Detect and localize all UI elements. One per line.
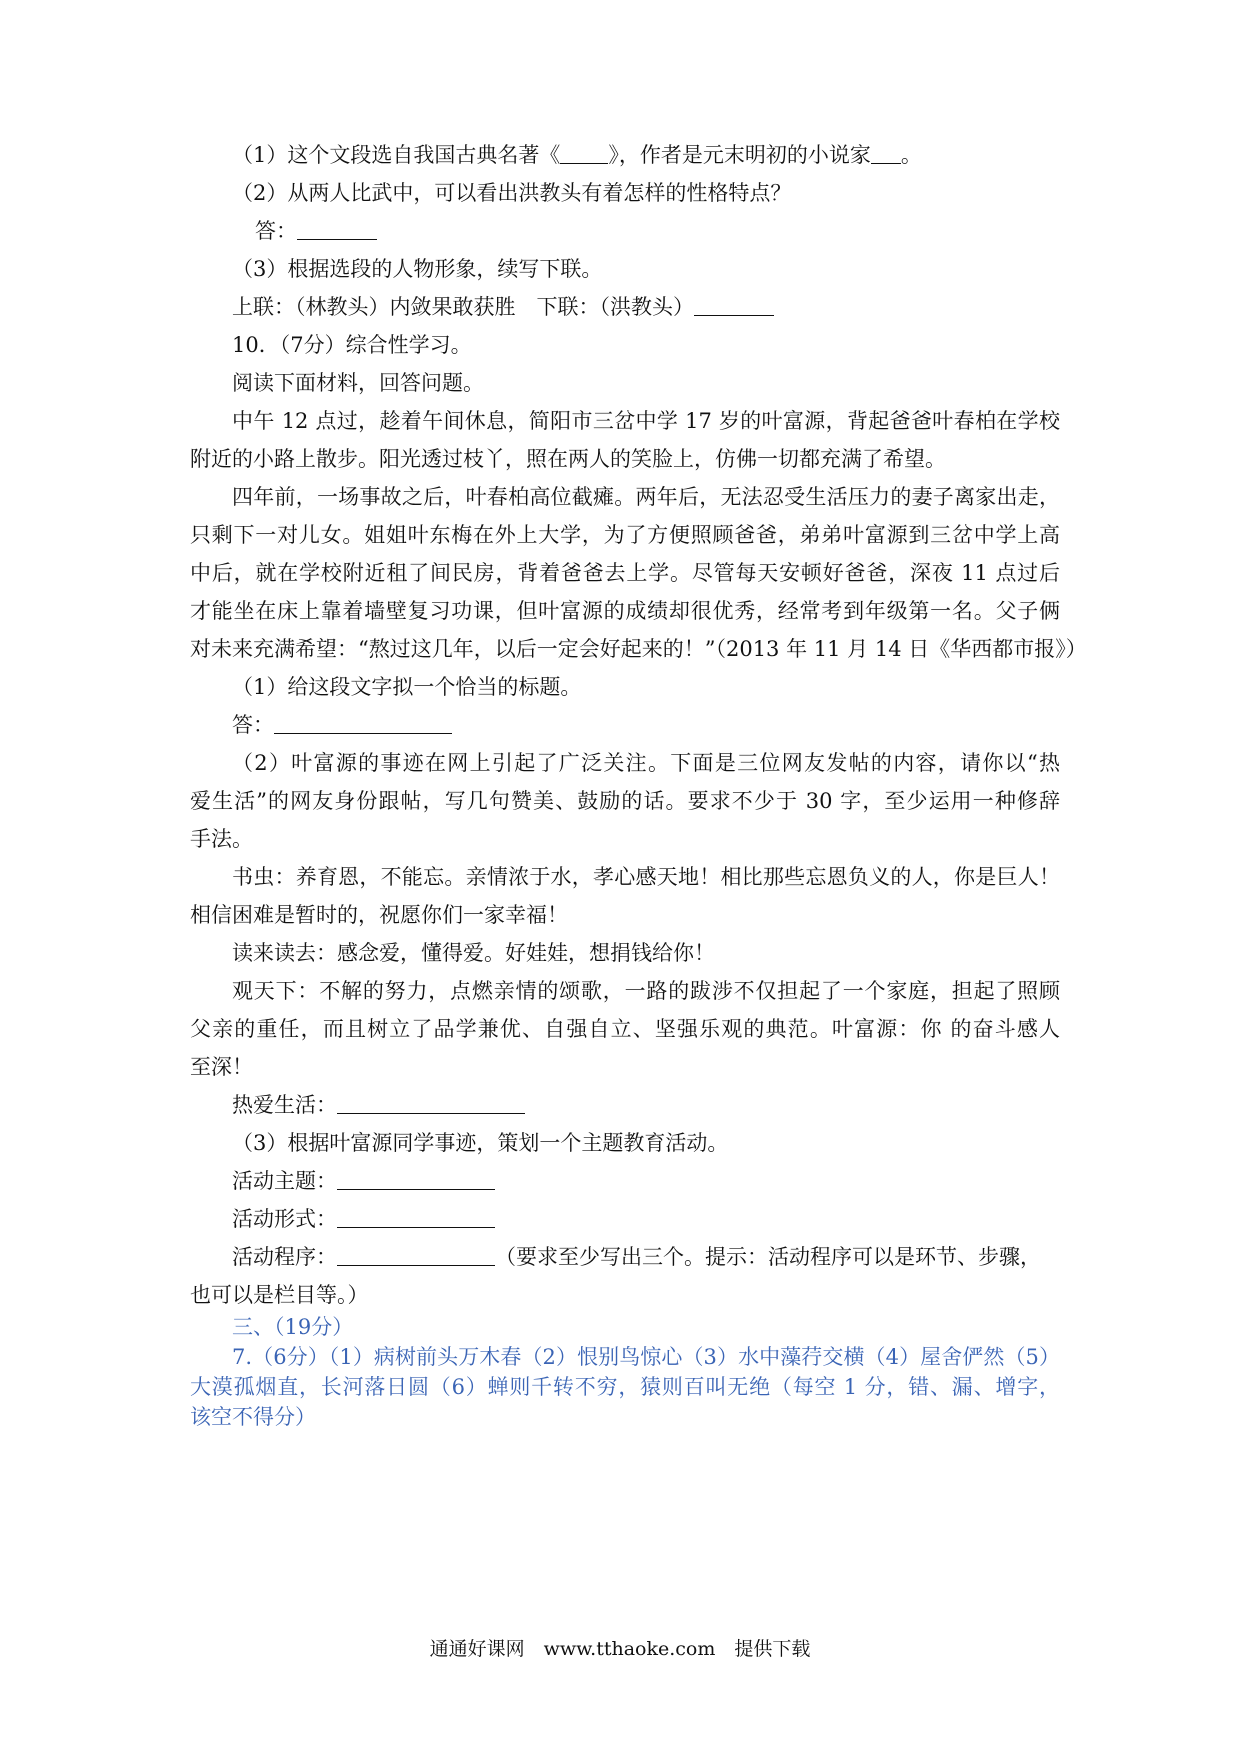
activity-procedure-note-line2: 也可以是栏目等。） <box>190 1283 369 1307</box>
q9-sub1-text-a: （1）这个文段选自我国古典名著《 <box>232 143 561 167</box>
reply-label: 热爱生活： <box>232 1093 337 1117</box>
activity-form-label: 活动形式： <box>232 1207 337 1231</box>
para2-line4: 才能坐在床上靠着墙壁复习功课，但叶富源的成绩却很优秀，经常考到年级第一名。父子俩 <box>190 599 1060 623</box>
post-observer-line2: 父亲的重任，而且树立了品学兼优、自强自立、坚强乐观的典范。叶富源：你 的奋斗感人 <box>190 1017 1060 1041</box>
para2-line3: 中后，就在学校附近租了间民房，背着爸爸去上学。尽管每天安顿好爸爸，深夜 11 点过后 <box>190 561 1060 585</box>
activity-procedure-note: （要求至少写出三个。提示：活动程序可以是环节、步骤， <box>495 1245 1041 1269</box>
answer-label: 答： <box>232 713 274 737</box>
answer-q7-line3: 该空不得分） <box>190 1405 316 1429</box>
activity-procedure-label: 活动程序： <box>232 1245 337 1269</box>
activity-form-line <box>232 1204 1102 1234</box>
couplet-blank[interactable] <box>694 293 774 316</box>
q9-couplet <box>232 292 1102 322</box>
post-bookworm-line2: 相信困难是暂时的，祝愿你们一家幸福！ <box>190 903 568 927</box>
q9-sub1-text-c: 。 <box>900 143 922 167</box>
answer-label: 答： <box>255 219 297 243</box>
para2-line1: 四年前，一场事故之后，叶春柏高位截瘫。两年后，无法忍受生活压力的妻子离家出走， <box>232 485 1060 509</box>
activity-form-blank[interactable] <box>337 1205 495 1228</box>
book-title-blank[interactable] <box>560 141 608 164</box>
q9-sub1-text-b: 》，作者是元末明初的小说家 <box>608 143 871 167</box>
couplet-text: 上联：（林教头）内敛果敢获胜 下联：（洪教头） <box>232 295 694 319</box>
activity-theme-line <box>232 1166 1102 1196</box>
activity-theme-blank[interactable] <box>337 1167 495 1190</box>
q9-sub3: （3）根据选段的人物形象，续写下联。 <box>232 257 603 281</box>
post-bookworm-line1: 书虫：养育恩，不能忘。亲情浓于水，孝心感天地！相比那些忘恩负义的人，你是巨人！ <box>232 865 1060 889</box>
post-reader: 读来读去：感念爱，懂得爱。好娃娃，想捐钱给你！ <box>232 941 715 965</box>
q9-sub1 <box>232 140 1102 170</box>
activity-procedure-line <box>232 1242 1102 1272</box>
para1-line2: 附近的小路上散步。阳光透过枝丫，照在两人的笑脸上，仿佛一切都充满了希望。 <box>190 447 946 471</box>
q10-instruction: 阅读下面材料，回答问题。 <box>232 371 484 395</box>
title-answer-blank[interactable] <box>274 711 452 734</box>
q10-sub2-line3: 手法。 <box>190 827 253 851</box>
para2-line2: 只剩下一对儿女。姐姐叶东梅在外上大学，为了方便照顾爸爸，弟弟叶富源到三岔中学上高 <box>190 523 1060 547</box>
reply-blank[interactable] <box>337 1091 525 1114</box>
post-observer-line3: 至深！ <box>190 1055 253 1079</box>
reply-line <box>232 1090 1102 1120</box>
q10-sub3: （3）根据叶富源同学事迹，策划一个主题教育活动。 <box>232 1131 729 1155</box>
q10-sub2-line2: 爱生活”的网友身份跟帖，写几句赞美、鼓励的话。要求不少于 30 字，至少运用一种修辞 <box>190 789 1060 813</box>
answer-section-heading: 三、（19分） <box>232 1315 354 1339</box>
page-footer: 通通好课网 www.tthaoke.com 提供下载 <box>429 1638 811 1660</box>
post-observer-line1: 观天下：不解的努力，点燃亲情的颂歌，一路的跋涉不仅担起了一个家庭，担起了照顾 <box>232 979 1060 1003</box>
activity-procedure-blank[interactable] <box>337 1243 495 1266</box>
activity-theme-label: 活动主题： <box>232 1169 337 1193</box>
para2-line5: 对未来充满希望：“熬过这几年，以后一定会好起来的！”（2013 年 11 月 14 日《华西都市报》） <box>190 637 1087 661</box>
para1-line1: 中午 12 点过，趁着午间休息，简阳市三岔中学 17 岁的叶富源，背起爸爸叶春柏在学校 <box>232 409 1060 433</box>
q9-answer-blank[interactable] <box>297 217 377 240</box>
q10-sub1-answer <box>232 710 1102 740</box>
answer-q7-line2: 大漠孤烟直，长河落日圆（6）蝉则千转不穷，猿则百叫无绝（每空 1 分，错、漏、增字， <box>190 1375 1060 1399</box>
q9-answer-line <box>255 216 1125 246</box>
author-blank[interactable] <box>871 141 901 164</box>
q10-sub2-line1: （2）叶富源的事迹在网上引起了广泛关注。下面是三位网友发帖的内容，请你以“热 <box>232 751 1060 775</box>
q10-sub1: （1）给这段文字拟一个恰当的标题。 <box>232 675 582 699</box>
q9-sub2: （2）从两人比武中，可以看出洪教头有着怎样的性格特点？ <box>232 181 792 205</box>
answer-q7-line1: 7.（6分）（1）病树前头万木春（2）恨别鸟惊心（3）水中藻荇交横（4）屋舍俨然（5） <box>232 1345 1060 1369</box>
q10-heading: 10．（7分）综合性学习。 <box>232 333 472 357</box>
